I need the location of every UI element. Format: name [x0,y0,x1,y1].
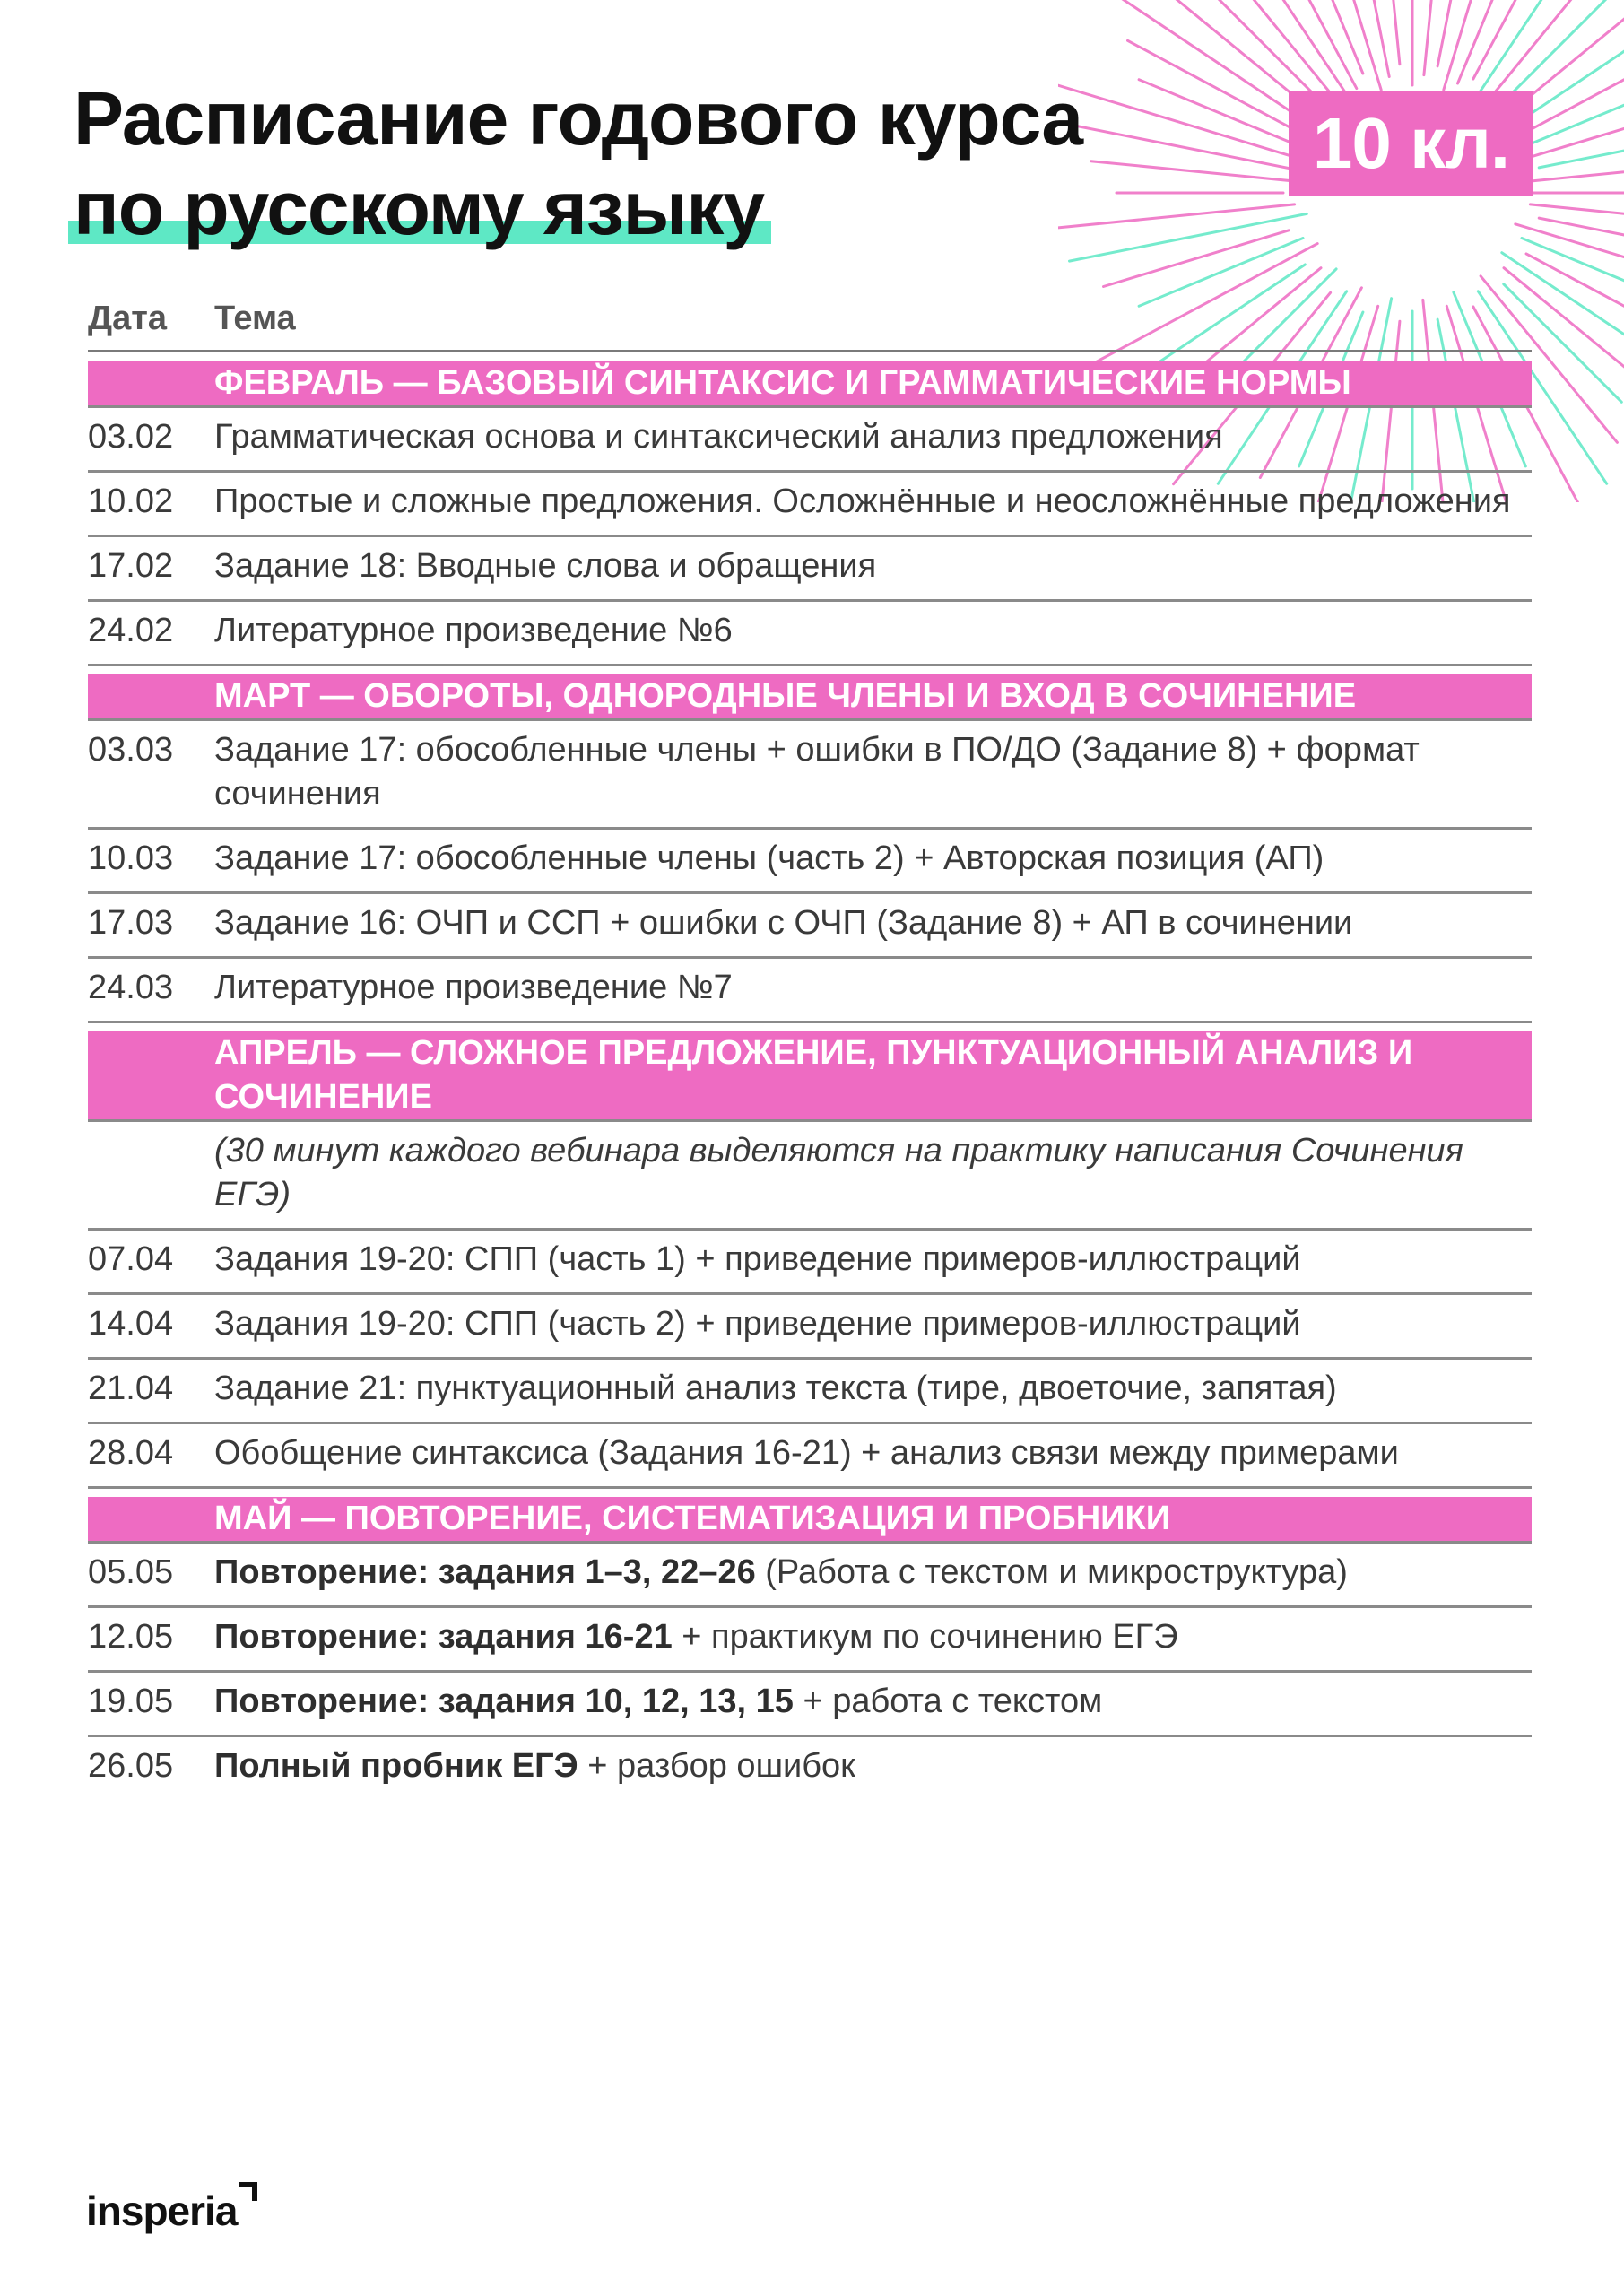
grade-badge: 10 кл. [1289,91,1533,196]
section-note [88,1122,1532,1231]
row-topic: Литературное произведение №6 [214,612,733,649]
row-topic-bold: Повторение: задания 10, 12, 13, 15 [214,1683,794,1720]
table-row [88,1737,1532,1799]
row-topic: Задание 17: обособленные члены (часть 2) + Авторская позиция (АП) [214,839,1324,877]
page-title [74,72,1150,255]
sunburst-ray [1208,0,1331,93]
row-date: 26.05 [88,1747,174,1785]
row-topic: Задание 18: Вводные слова и обращения [214,547,877,585]
row-topic-bold: Повторение: задания 1–3, 22–26 [214,1553,756,1591]
table-row [88,1360,1532,1424]
month-header-february: ФЕВРАЛЬ — БАЗОВЫЙ СИНТАКСИС И ГРАММАТИЧЕСКИЕ НОРМЫ [88,361,1532,408]
row-topic: Простые и сложные предложения. Осложнённые и неосложнённые предложения [214,483,1511,520]
row-topic [214,1615,1532,1659]
row-date: 24.02 [88,612,174,649]
table-row [88,1231,1532,1295]
title-line-2: по русскому языку [74,161,764,255]
month-header-may: МАЙ — ПОВТОРЕНИЕ, СИСТЕМАТИЗАЦИЯ И ПРОБНИКИ [88,1497,1532,1544]
row-topic [214,1744,1532,1788]
row-note-text: (30 минут каждого вебинара выделяются на практику написания Сочинения ЕГЭ) [214,1132,1463,1213]
row-date: 12.05 [88,1618,174,1656]
insperia-logo: insperia [86,2187,238,2234]
row-date: 19.05 [88,1683,174,1720]
table-row [88,1544,1532,1608]
row-date: 14.04 [88,1305,174,1343]
sunburst-ray [1437,0,1481,66]
row-topic-rest: + разбор ошибок [578,1747,855,1785]
table-row [88,473,1532,537]
row-topic: Задания 19-20: СПП (часть 2) + приведение примеров-иллюстраций [214,1305,1301,1343]
row-date: 03.03 [88,731,174,769]
row-topic-rest: + практикум по сочинению ЕГЭ [672,1618,1178,1656]
row-topic: Задание 16: ОЧП и ССП + ошибки с ОЧП (Задание 8) + АП в сочинении [214,904,1353,942]
table-row [88,1295,1532,1360]
row-date: 10.03 [88,839,174,877]
table-row [88,721,1532,830]
table-row [88,830,1532,894]
sunburst-ray [1530,204,1624,224]
sunburst-ray [1424,0,1444,75]
row-date: 17.02 [88,547,174,585]
sunburst-ray [1504,0,1622,101]
row-topic: Литературное произведение №7 [214,969,733,1006]
table-row [88,894,1532,959]
row-date: 03.02 [88,418,174,456]
row-topic-rest: + работа с текстом [793,1683,1103,1720]
row-topic: Задание 21: пунктуационный анализ текста (тире, двоеточие, запятая) [214,1370,1337,1407]
month-header-april: АПРЕЛЬ — СЛОЖНОЕ ПРЕДЛОЖЕНИЕ, ПУНКТУАЦИОННЫЙ АНАЛИЗ И СОЧИНЕНИЕ [88,1031,1532,1122]
column-header-date: Дата [88,299,167,337]
row-date: 07.04 [88,1240,174,1278]
row-topic-bold: Полный пробник ЕГЭ [214,1747,578,1785]
row-topic-rest: (Работа с текстом и микроструктура) [755,1553,1348,1591]
sunburst-ray [1539,125,1624,168]
table-row [88,408,1532,473]
row-topic: Обобщение синтаксиса (Задания 16-21) + анализ связи между примерами [214,1434,1399,1472]
row-topic-bold: Повторение: задания 16-21 [214,1618,673,1656]
row-date: 05.05 [88,1553,174,1591]
row-topic: Грамматическая основа и синтаксический анализ предложения [214,418,1223,456]
column-header-topic: Тема [214,299,296,337]
table-header [88,287,1532,352]
table-row [88,1424,1532,1489]
schedule-table [88,287,1532,1799]
table-row [88,537,1532,602]
row-date: 17.03 [88,904,174,942]
row-topic [214,1551,1532,1595]
title-line-1: Расписание годового курса [74,76,1083,161]
table-row [88,1673,1532,1737]
sunburst-ray [1128,40,1308,137]
month-header-march: МАРТ — ОБОРОТЫ, ОДНОРОДНЫЕ ЧЛЕНЫ И ВХОД В СОЧИНЕНИЕ [88,674,1532,721]
table-row [88,602,1532,666]
row-date: 24.03 [88,969,174,1006]
table-row [88,1608,1532,1673]
row-topic: Задание 17: обособленные члены + ошибки в ПО/ДО (Задание 8) + формат сочинения [214,731,1420,813]
sunburst-ray [1539,218,1624,261]
logo-corner-icon [235,2181,262,2208]
row-date: 21.04 [88,1370,174,1407]
row-topic: Задания 19-20: СПП (часть 1) + приведение примеров-иллюстраций [214,1240,1301,1278]
table-row [88,959,1532,1023]
row-topic [214,1680,1532,1724]
row-date: 10.02 [88,483,174,520]
row-date: 28.04 [88,1434,174,1472]
